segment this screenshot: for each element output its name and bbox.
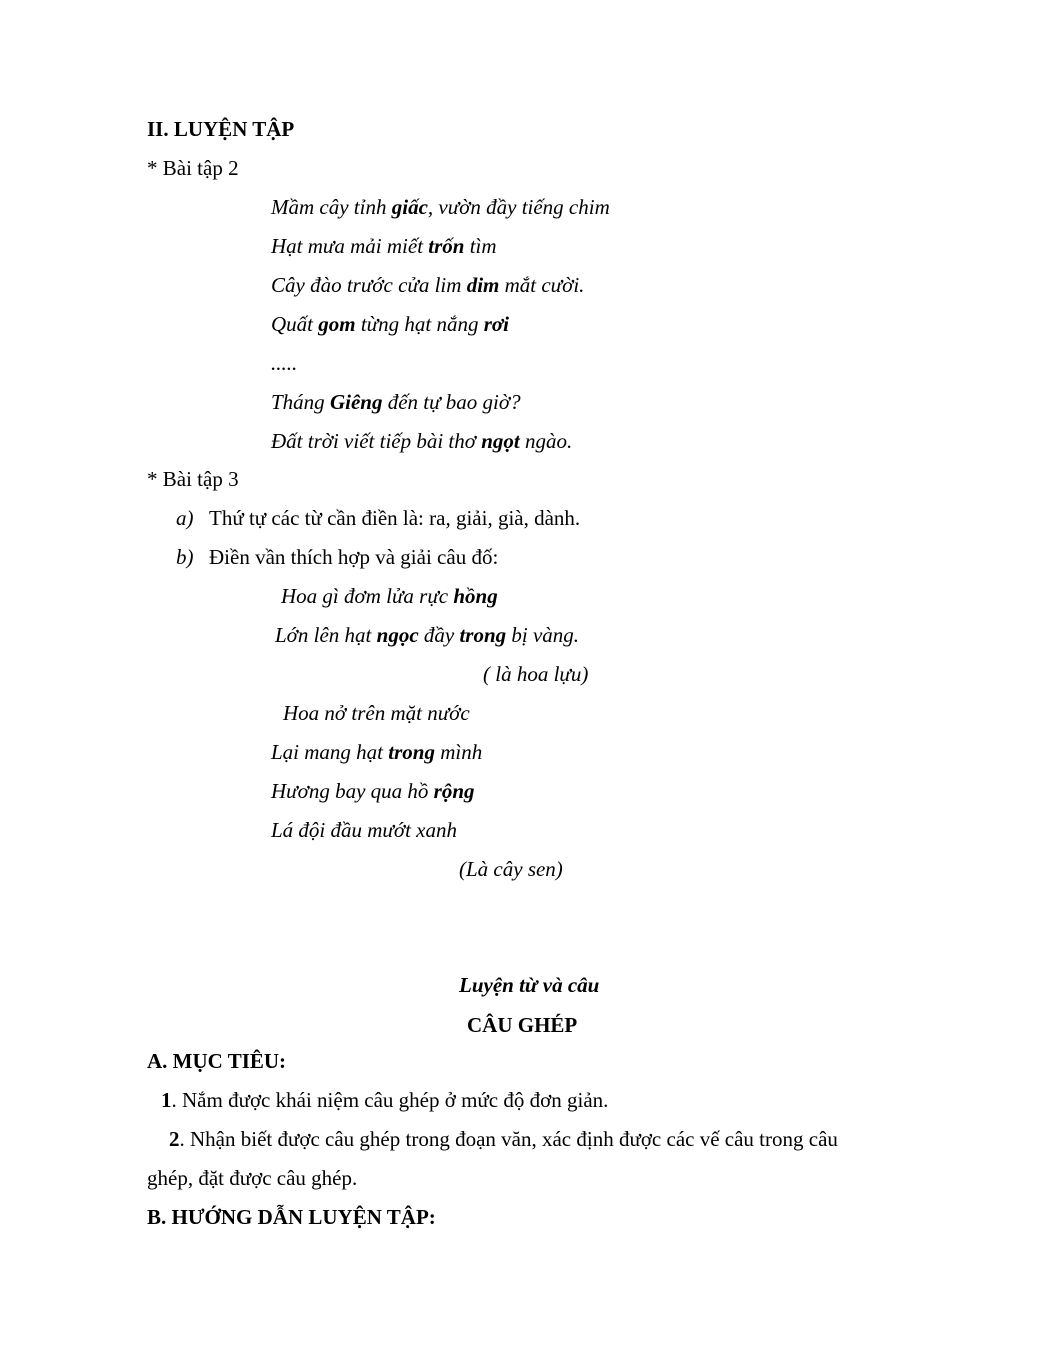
list-item-text: Điền vần thích hợp và giải câu đố: [209,545,499,569]
exercise-2-label: * Bài tập 2 [147,156,239,180]
objective-2-continued: ghép, đặt được câu ghép. [147,1166,358,1190]
guide-heading: B. HƯỚNG DẪN LUYỆN TẬP: [147,1205,436,1229]
lesson-title: CÂU GHÉP [467,1013,578,1033]
poem-line: Mầm cây tỉnh giấc, vườn đầy tiếng chim [271,195,610,219]
poem-line: Cây đào trước cửa lim dim mắt cười. [271,273,585,297]
poem-ellipsis: ..... [271,351,298,375]
list-item-a [176,505,580,531]
riddle-line: Hoa gì đơm lửa rực hồng [281,584,498,608]
riddle-line: Lá đội đầu mướt xanh [271,818,457,842]
list-item-text: Thứ tự các từ cần điền là: ra, giải, già, dành. [209,506,581,530]
section-heading: II. LUYỆN TẬP [147,117,295,141]
riddle-answer: (Là cây sen) [459,857,563,881]
objective-2: 2. Nhận biết được câu ghép trong đoạn văn, xác định được các vế câu trong câu [169,1127,838,1151]
list-marker: b) [176,545,194,569]
riddle-line: Lại mang hạt trong mình [271,740,483,764]
poem-line: Đất trời viết tiếp bài thơ ngọt ngào. [271,429,573,453]
exercise-3-label: * Bài tập 3 [147,467,239,491]
lesson-subject: Luyện từ và câu [459,973,600,997]
poem-line: Hạt mưa mải miết trốn tìm [271,234,497,258]
list-item-b [176,544,498,570]
riddle-line: Hương bay qua hồ rộng [271,779,475,803]
poem-line: Quất gom từng hạt nắng rơi [271,312,509,336]
riddle-answer: ( là hoa lựu) [483,662,589,686]
riddle-line: Hoa nở trên mặt nước [283,701,470,725]
objectives-heading: A. MỤC TIÊU: [147,1049,287,1073]
list-marker: a) [176,506,194,530]
objective-1: 1. Nắm được khái niệm câu ghép ở mức độ đơn giản. [161,1088,609,1112]
poem-line: Tháng Giêng đến tự bao giờ? [271,390,521,414]
riddle-line: Lớn lên hạt ngọc đầy trong bị vàng. [275,623,580,647]
